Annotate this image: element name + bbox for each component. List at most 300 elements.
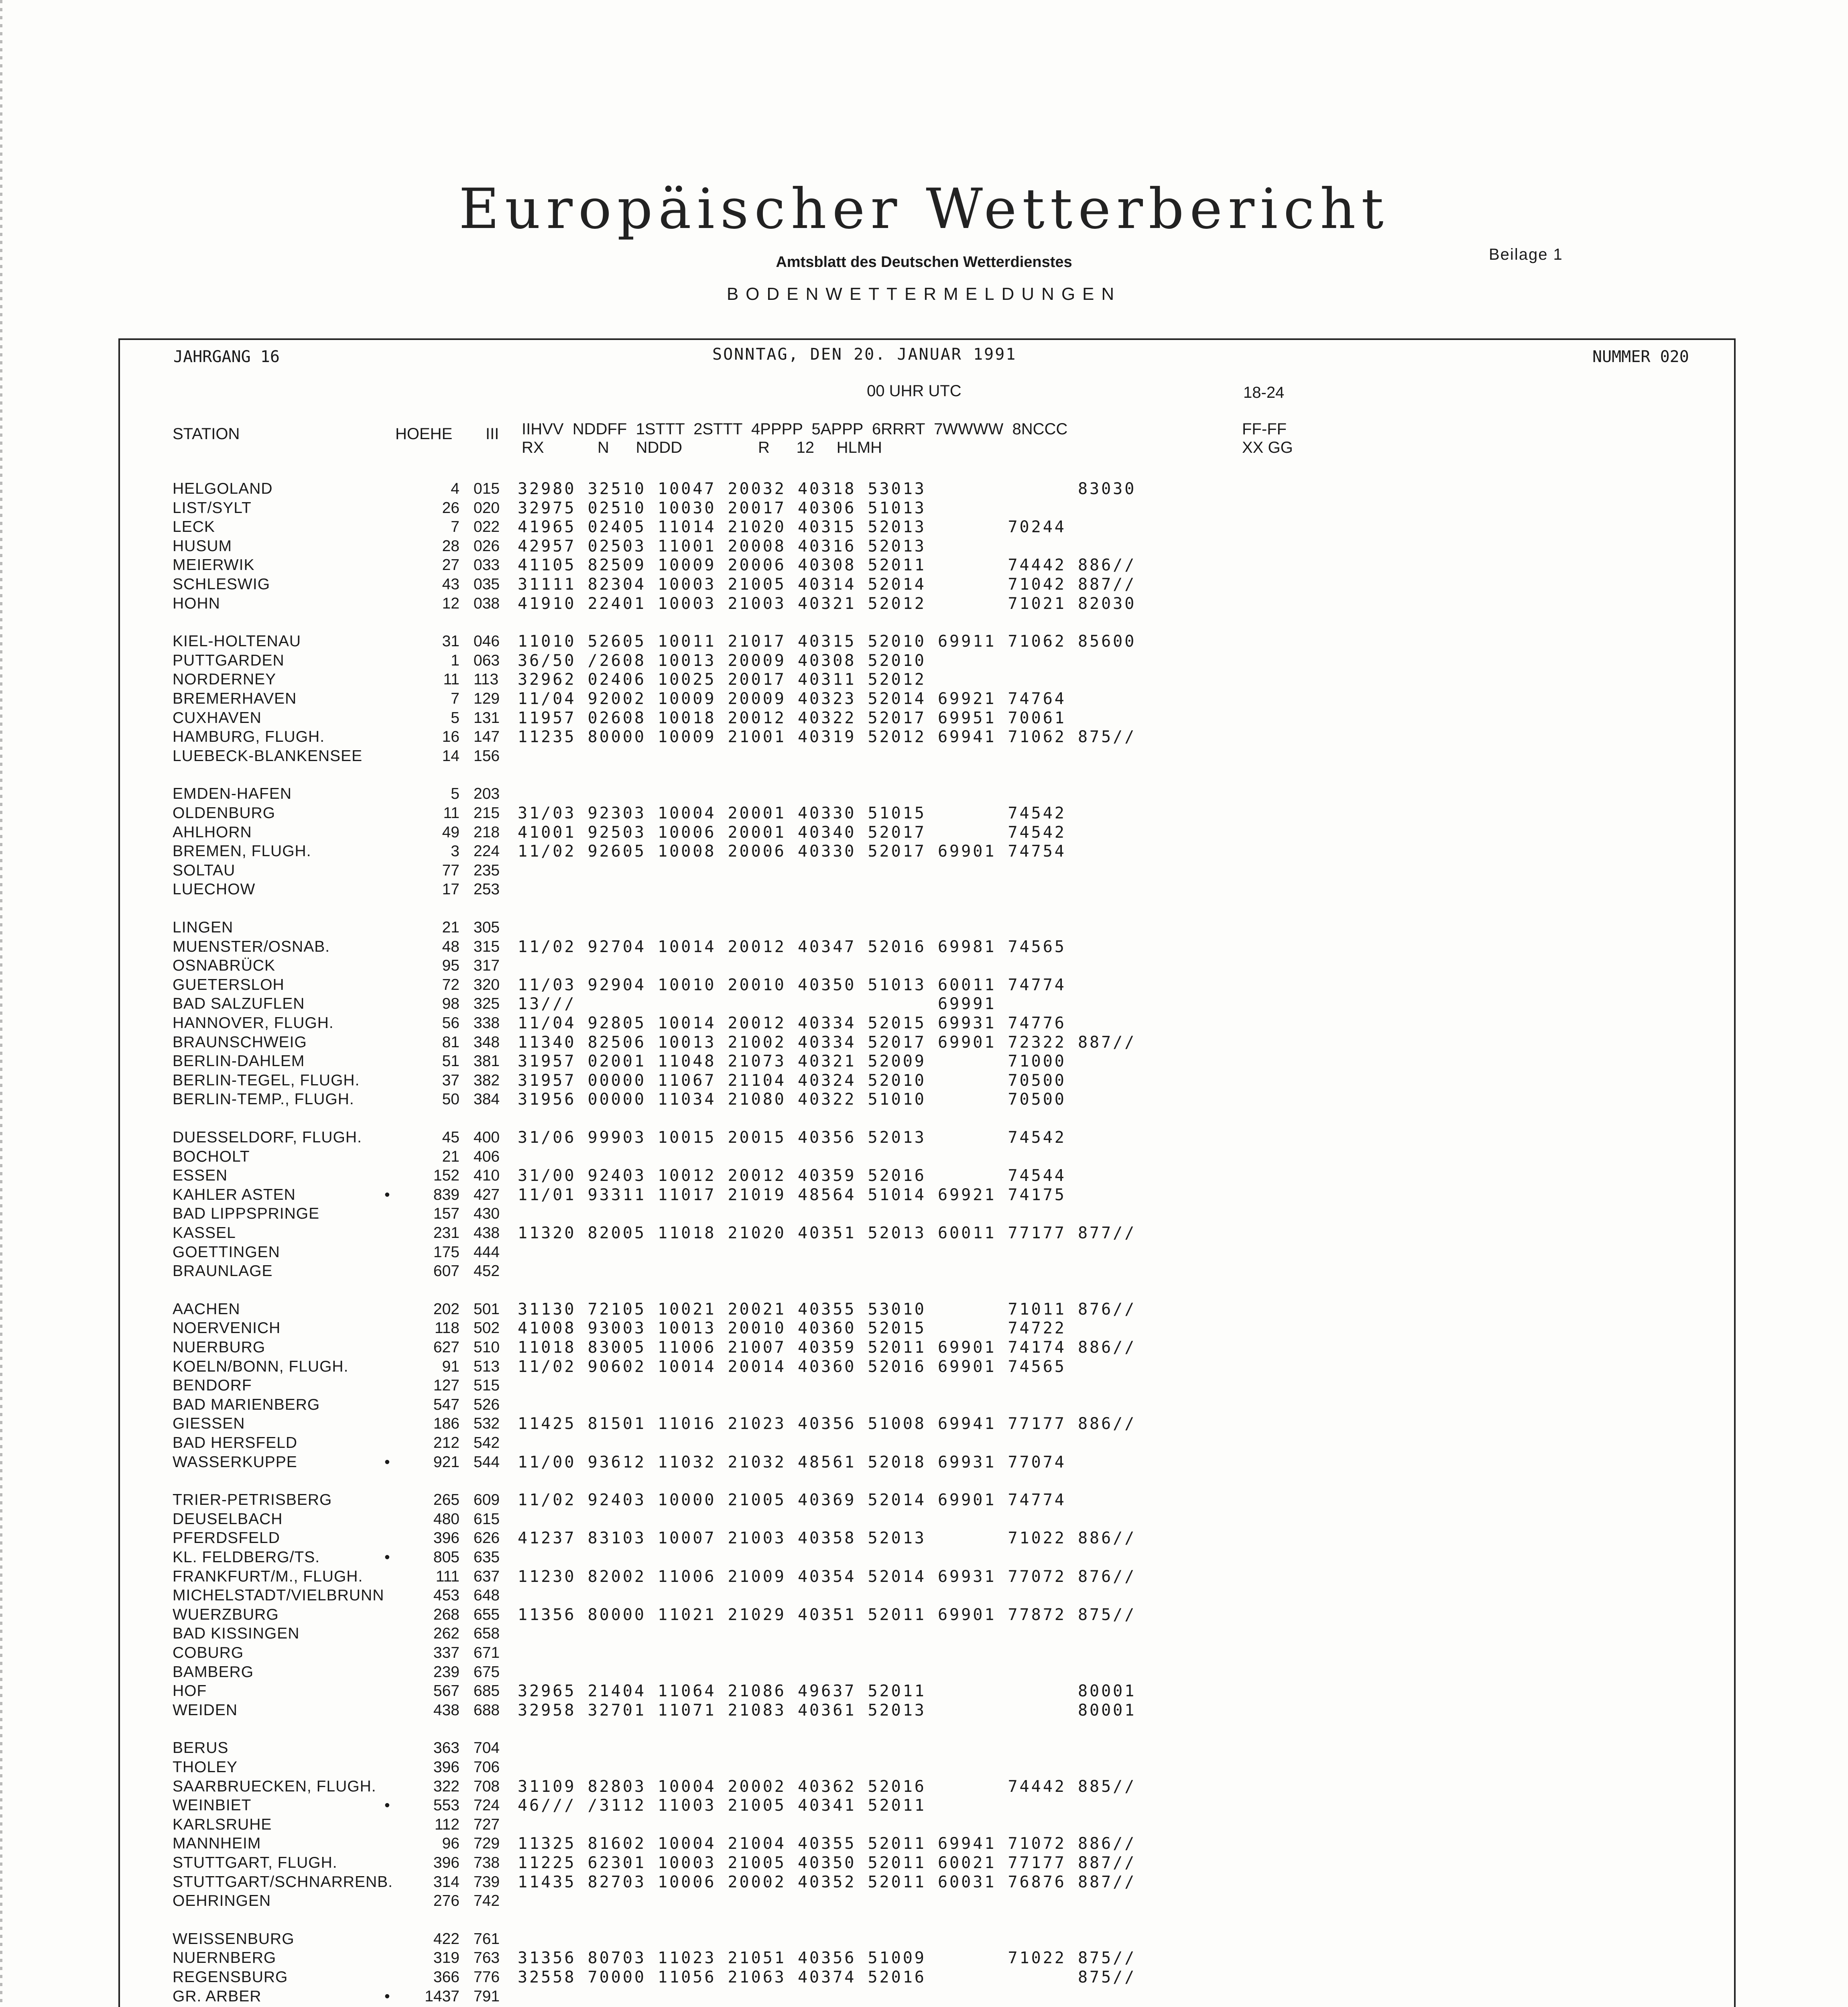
synop-codes: 32558 70000 11056 21063 40374 52016 875//: [518, 1968, 1136, 1987]
station-name: HANNOVER, FLUGH.: [173, 1014, 334, 1032]
station-elevation: 268: [433, 1606, 459, 1623]
synop-codes: 32962 02406 10025 20017 40311 52012: [518, 670, 926, 689]
report-date: SONNTAG, DEN 20. JANUAR 1991: [712, 345, 1017, 364]
table-row: [0, 727, 1848, 747]
synop-codes: 11/01 93311 11017 21019 48564 51014 69921 74175: [518, 1186, 1066, 1204]
station-name: BERLIN-TEMP., FLUGH.: [173, 1091, 354, 1108]
table-row: [0, 1090, 1848, 1109]
station-elevation: 37: [442, 1072, 459, 1089]
table-row: [0, 556, 1848, 575]
station-name: BAD LIPPSPRINGE: [173, 1205, 320, 1222]
synop-codes: 36/50 /2608 10013 20009 40308 52010: [518, 651, 926, 670]
station-name: GIESSEN: [173, 1415, 245, 1432]
station-name: BREMERHAVEN: [173, 690, 297, 707]
synop-codes: 31356 80703 11023 21051 40356 51009 71022 875//: [518, 1949, 1136, 1967]
station-id: 727: [474, 1816, 500, 1833]
table-row: [0, 1738, 1848, 1758]
station-elevation: 1437: [425, 1988, 459, 2005]
station-id: 532: [474, 1415, 500, 1432]
synop-codes: 31/00 92403 10012 20012 40359 52016 74544: [518, 1166, 1066, 1185]
station-id: 776: [474, 1968, 500, 1986]
table-row: [0, 1891, 1848, 1911]
table-row: [0, 1987, 1848, 2006]
table-row: [0, 1701, 1848, 1720]
table-row: [0, 575, 1848, 594]
station-elevation: 175: [433, 1244, 459, 1261]
column-header-wind: FF-FF: [1242, 420, 1287, 438]
table-row: [0, 1490, 1848, 1510]
station-elevation: 5: [451, 785, 459, 802]
table-row: [0, 1796, 1848, 1815]
synop-codes: 31130 72105 10021 20021 40355 53010 71011 876//: [518, 1300, 1136, 1319]
station-id: 515: [474, 1377, 500, 1394]
synop-codes: 31/03 92303 10004 20001 40330 51015 74542: [518, 804, 1066, 822]
station-elevation: 26: [442, 499, 459, 517]
station-elevation: 72: [442, 976, 459, 993]
station-id: 526: [474, 1396, 500, 1413]
table-row: [0, 1510, 1848, 1529]
station-elevation: 319: [433, 1949, 459, 1966]
station-name: GUETERSLOH: [173, 976, 285, 993]
station-name: OSNABRÜCK: [173, 957, 276, 974]
station-id: 724: [474, 1797, 500, 1814]
table-row: [0, 1834, 1848, 1853]
table-row: [0, 1643, 1848, 1663]
station-elevation: 7: [451, 690, 459, 707]
synop-codes: 11356 80000 11021 21029 40351 52011 69901 77872 875//: [518, 1606, 1136, 1624]
table-row: [0, 1243, 1848, 1262]
station-name: BAD SALZUFLEN: [173, 995, 305, 1012]
station-name: SOLTAU: [173, 862, 236, 879]
station-elevation: 265: [433, 1491, 459, 1508]
synop-codes: 32980 32510 10047 20032 40318 53013 83030: [518, 480, 1136, 498]
column-header-codes-sub: RX N NDDD R 12 HLMH: [522, 439, 882, 456]
table-row: [0, 1663, 1848, 1682]
station-name: OEHRINGEN: [173, 1892, 271, 1909]
station-name: KASSEL: [173, 1224, 236, 1242]
station-name: WEIDEN: [173, 1702, 238, 1719]
synop-codes: 41001 92503 10006 20001 40340 52017 74542: [518, 823, 1066, 842]
table-row: [0, 632, 1848, 651]
station-id: 671: [474, 1644, 500, 1661]
station-name: AACHEN: [173, 1301, 240, 1318]
synop-codes: 11/02 92704 10014 20012 40347 52016 69981 74565: [518, 938, 1066, 956]
station-elevation: 5: [451, 709, 459, 727]
station-elevation: 91: [442, 1358, 459, 1375]
station-elevation: 627: [433, 1339, 459, 1356]
station-id: 742: [474, 1892, 500, 1909]
station-elevation: 56: [442, 1014, 459, 1032]
table-row: [0, 1548, 1848, 1567]
station-elevation: 212: [433, 1434, 459, 1451]
station-elevation: 322: [433, 1778, 459, 1795]
table-row: [0, 1777, 1848, 1796]
station-id: 235: [474, 862, 500, 879]
table-row: [0, 804, 1848, 823]
synop-codes: 11957 02608 10018 20012 40322 52017 69951 70061: [518, 709, 1066, 727]
column-header-wind-sub: XX GG: [1242, 439, 1293, 456]
station-id: 688: [474, 1702, 500, 1719]
station-id: 685: [474, 1682, 500, 1700]
station-elevation: 805: [433, 1549, 459, 1566]
synop-codes: 32975 02510 10030 20017 40306 51013: [518, 499, 926, 517]
observation-time: 00 UHR UTC: [867, 382, 962, 400]
synop-codes: 41237 83103 10007 21003 40358 52013 71022 886//: [518, 1529, 1136, 1547]
station-name: ESSEN: [173, 1167, 228, 1184]
station-elevation: 7: [451, 518, 459, 535]
synop-codes: 11425 81501 11016 21023 40356 51008 69941 77177 886//: [518, 1415, 1136, 1433]
table-row: [0, 1185, 1848, 1205]
station-id: 038: [474, 595, 500, 612]
station-elevation: 48: [442, 938, 459, 955]
station-name: MANNHEIM: [173, 1835, 261, 1852]
table-row: [0, 1338, 1848, 1357]
station-id: 501: [474, 1301, 500, 1318]
station-name: EMDEN-HAFEN: [173, 785, 292, 802]
station-name: HUSUM: [173, 537, 232, 555]
station-elevation: 547: [433, 1396, 459, 1413]
synop-codes: 11435 82703 10006 20002 40352 52011 60031 76876 887//: [518, 1873, 1136, 1891]
synop-codes: 32958 32701 11071 21083 40361 52013 80001: [518, 1701, 1136, 1720]
station-name: TRIER-PETRISBERG: [173, 1491, 332, 1508]
station-name: BOCHOLT: [173, 1148, 250, 1165]
station-name: SAARBRUECKEN, FLUGH.: [173, 1778, 376, 1795]
mountain-station-marker: •: [384, 1797, 390, 1814]
station-elevation: 12: [442, 595, 459, 612]
station-id: 320: [474, 976, 500, 993]
mountain-station-marker: •: [384, 1453, 390, 1471]
document-title: Europäischer Wetterbericht: [459, 177, 1389, 241]
station-id: 410: [474, 1167, 500, 1184]
station-id: 615: [474, 1510, 500, 1528]
table-row: [0, 1223, 1848, 1243]
document-subtitle: Amtsblatt des Deutschen Wetterdienstes: [776, 254, 1072, 271]
station-name: BERLIN-TEGEL, FLUGH.: [173, 1072, 360, 1089]
station-name: KIEL-HOLTENAU: [173, 633, 301, 650]
station-id: 510: [474, 1339, 500, 1356]
station-id: 325: [474, 995, 500, 1012]
synop-codes: 32965 21404 11064 21086 49637 52011 80001: [518, 1682, 1136, 1700]
synop-codes: 11/04 92805 10014 20012 40334 52015 69931 74776: [518, 1014, 1066, 1032]
station-name: DEUSELBACH: [173, 1510, 283, 1528]
station-elevation: 51: [442, 1052, 459, 1070]
station-id: 156: [474, 747, 500, 765]
station-name: WASSERKUPPE: [173, 1453, 297, 1471]
station-id: 791: [474, 1988, 500, 2005]
station-elevation: 31: [442, 633, 459, 650]
station-name: HOHN: [173, 595, 220, 612]
table-row: [0, 499, 1848, 518]
station-name: PFERDSFELD: [173, 1529, 280, 1547]
station-name: GR. ARBER: [173, 1988, 262, 2005]
synop-codes: 11340 82506 10013 21002 40334 52017 69901 72322 887//: [518, 1033, 1136, 1052]
station-id: 026: [474, 537, 500, 555]
station-id: 427: [474, 1186, 500, 1203]
station-elevation: 11: [443, 671, 459, 688]
station-name: HOF: [173, 1682, 207, 1700]
station-id: 033: [474, 556, 500, 574]
station-elevation: 363: [433, 1739, 459, 1757]
synop-codes: 11/02 92403 10000 21005 40369 52014 69901 74774: [518, 1491, 1066, 1509]
table-row: [0, 937, 1848, 957]
station-id: 635: [474, 1549, 500, 1566]
station-elevation: 276: [433, 1892, 459, 1909]
station-elevation: 118: [434, 1319, 459, 1337]
synop-codes: 31111 82304 10003 21005 40314 52014 71042 887//: [518, 575, 1136, 594]
mountain-station-marker: •: [384, 1988, 390, 2005]
table-row: [0, 975, 1848, 995]
station-elevation: 43: [442, 576, 459, 593]
station-elevation: 152: [433, 1167, 459, 1184]
table-row: [0, 1968, 1848, 1987]
synop-codes: 11320 82005 11018 21020 40351 52013 60011 77177 877//: [518, 1224, 1136, 1242]
table-row: [0, 1147, 1848, 1166]
station-name: KAHLER ASTEN: [173, 1186, 296, 1203]
station-elevation: 3: [451, 843, 459, 860]
station-name: DUESSELDORF, FLUGH.: [173, 1129, 362, 1146]
station-elevation: 45: [442, 1129, 459, 1146]
table-row: [0, 1071, 1848, 1090]
station-name: BAD MARIENBERG: [173, 1396, 320, 1413]
issue-number: NUMMER 020: [1592, 348, 1689, 366]
synop-codes: 11/02 90602 10014 20014 40360 52016 69901 74565: [518, 1358, 1066, 1376]
station-name: OLDENBURG: [173, 804, 276, 822]
station-name: BERLIN-DAHLEM: [173, 1052, 305, 1070]
station-name: GOETTINGEN: [173, 1244, 280, 1261]
station-name: BAD HERSFELD: [173, 1434, 298, 1451]
station-name: MICHELSTADT/VIELBRUNN: [173, 1587, 384, 1604]
station-elevation: 28: [442, 537, 459, 555]
synop-codes: 11018 83005 11006 21007 40359 52011 69901 74174 886//: [518, 1338, 1136, 1357]
table-row: [0, 918, 1848, 937]
synop-codes: 11/03 92904 10010 20010 40350 51013 60011 74774: [518, 976, 1066, 994]
station-elevation: 50: [442, 1091, 459, 1108]
station-id: 400: [474, 1129, 500, 1146]
synop-codes: 13/// 69991: [518, 995, 996, 1013]
station-id: 215: [474, 804, 500, 822]
table-row: [0, 823, 1848, 842]
synop-codes: 11/00 93612 11032 21032 48561 52018 69931 77074: [518, 1453, 1066, 1472]
station-elevation: 921: [433, 1453, 459, 1471]
station-name: LIST/SYLT: [173, 499, 252, 517]
station-elevation: 17: [442, 881, 459, 898]
station-elevation: 49: [442, 824, 459, 841]
station-id: 626: [474, 1529, 500, 1547]
table-row: [0, 994, 1848, 1014]
station-id: 035: [474, 576, 500, 593]
station-name: BAMBERG: [173, 1663, 254, 1681]
station-elevation: 239: [433, 1663, 459, 1681]
station-elevation: 396: [433, 1854, 459, 1871]
station-name: AHLHORN: [173, 824, 252, 841]
station-elevation: 262: [433, 1625, 459, 1642]
table-row: [0, 1586, 1848, 1605]
station-name: MUENSTER/OSNAB.: [173, 938, 330, 955]
station-id: 046: [474, 633, 500, 650]
station-elevation: 202: [433, 1301, 459, 1318]
station-name: PUTTGARDEN: [173, 652, 285, 669]
station-name: BAD KISSINGEN: [173, 1625, 300, 1642]
table-row: [0, 1815, 1848, 1834]
station-name: STUTTGART, FLUGH.: [173, 1854, 337, 1871]
station-elevation: 21: [442, 1148, 459, 1165]
synop-codes: 11325 81602 10004 21004 40355 52011 69941 71072 886//: [518, 1834, 1136, 1853]
station-name: COBURG: [173, 1644, 244, 1661]
station-name: REGENSBURG: [173, 1968, 288, 1986]
station-name: KOELN/BONN, FLUGH.: [173, 1358, 349, 1375]
station-elevation: 127: [433, 1377, 459, 1394]
synop-codes: 46/// /3112 11003 21005 40341 52011: [518, 1796, 926, 1815]
synop-codes: 11010 52605 10011 21017 40315 52010 69911 71062 85600: [518, 632, 1136, 651]
station-id: 430: [474, 1205, 500, 1222]
station-id: 224: [474, 843, 500, 860]
station-elevation: 231: [433, 1224, 459, 1242]
station-name: STUTTGART/SCHNARRENB.: [173, 1873, 393, 1891]
station-elevation: 157: [433, 1205, 459, 1222]
table-row: [0, 1052, 1848, 1071]
table-row: [0, 880, 1848, 899]
table-row: [0, 1624, 1848, 1643]
station-id: 706: [474, 1759, 500, 1776]
station-id: 253: [474, 881, 500, 898]
station-name: NOERVENICH: [173, 1319, 281, 1337]
station-id: 381: [474, 1052, 500, 1070]
synop-codes: 41008 93003 10013 20010 40360 52015 74722: [518, 1319, 1066, 1337]
station-name: WUERZBURG: [173, 1606, 279, 1623]
table-row: [0, 1128, 1848, 1147]
station-name: FRANKFURT/M., FLUGH.: [173, 1568, 363, 1585]
station-id: 203: [474, 785, 500, 802]
station-id: 452: [474, 1262, 500, 1280]
station-elevation: 27: [442, 556, 459, 574]
column-header-codes: IIHVV NDDFF 1STTT 2STTT 4PPPP 5APPP 6RRRT 7WWWW 8NCCC: [522, 420, 1068, 438]
station-elevation: 422: [433, 1930, 459, 1948]
table-row: [0, 1166, 1848, 1185]
synop-codes: 41965 02405 11014 21020 40315 52013 70244: [518, 518, 1066, 536]
station-id: 542: [474, 1434, 500, 1451]
station-name: NORDERNEY: [173, 671, 276, 688]
station-id: 113: [474, 671, 499, 688]
station-name: BRAUNSCHWEIG: [173, 1034, 307, 1051]
table-row: [0, 1300, 1848, 1319]
table-row: [0, 1758, 1848, 1777]
station-name: WEINBIET: [173, 1797, 252, 1814]
station-name: KL. FELDBERG/TS.: [173, 1549, 320, 1566]
table-row: [0, 1262, 1848, 1281]
station-id: 648: [474, 1587, 500, 1604]
table-row: [0, 1395, 1848, 1415]
station-id: 739: [474, 1873, 500, 1891]
column-header-hoehe: HOEHE: [395, 425, 453, 443]
table-row: [0, 517, 1848, 537]
station-id: 384: [474, 1091, 500, 1108]
station-name: WEISSENBURG: [173, 1930, 295, 1948]
station-elevation: 16: [442, 728, 459, 745]
table-row: [0, 1319, 1848, 1338]
table-row: [0, 1930, 1848, 1949]
synop-codes: 11/02 92605 10008 20006 40330 52017 69901 74754: [518, 842, 1066, 861]
station-elevation: 21: [442, 919, 459, 936]
station-id: 708: [474, 1778, 500, 1795]
table-row: [0, 1376, 1848, 1395]
station-elevation: 366: [433, 1968, 459, 1986]
station-name: SCHLESWIG: [173, 576, 270, 593]
table-row: [0, 1014, 1848, 1033]
column-header-iii: III: [486, 425, 499, 443]
table-row: [0, 1529, 1848, 1548]
column-header-station: STATION: [173, 425, 240, 443]
synop-codes: 31956 00000 11034 21080 40322 51010 70500: [518, 1090, 1066, 1109]
synop-codes: 11225 62301 10003 21005 40350 52011 60021 77177 887//: [518, 1854, 1136, 1872]
station-name: BERUS: [173, 1739, 229, 1757]
table-row: [0, 1948, 1848, 1968]
station-elevation: 111: [435, 1568, 459, 1585]
table-row: [0, 1033, 1848, 1052]
table-row: [0, 1853, 1848, 1873]
table-row: [0, 651, 1848, 670]
table-row: [0, 1605, 1848, 1624]
station-id: 761: [474, 1930, 500, 1948]
synop-codes: 42957 02503 11001 20008 40316 52013: [518, 537, 926, 556]
station-name: LECK: [173, 518, 215, 535]
station-elevation: 553: [433, 1797, 459, 1814]
table-row: [0, 537, 1848, 556]
station-elevation: 314: [433, 1873, 459, 1891]
station-name: THOLEY: [173, 1759, 238, 1776]
station-id: 502: [474, 1319, 500, 1337]
table-row: [0, 1567, 1848, 1586]
synop-codes: 31/06 99903 10015 20015 40356 52013 74542: [518, 1128, 1066, 1147]
mountain-station-marker: •: [384, 1549, 390, 1566]
synop-codes: 31957 00000 11067 21104 40324 52010 70500: [518, 1071, 1066, 1090]
station-name: NUERBURG: [173, 1339, 266, 1356]
table-row: [0, 1357, 1848, 1376]
station-id: 020: [474, 499, 500, 517]
table-row: [0, 1204, 1848, 1223]
synop-codes: 41105 82509 10009 20006 40308 52011 74442 886//: [518, 556, 1136, 574]
station-id: 655: [474, 1606, 500, 1623]
station-id: 382: [474, 1072, 500, 1089]
station-elevation: 438: [433, 1702, 459, 1719]
station-elevation: 77: [442, 862, 459, 879]
station-elevation: 98: [442, 995, 459, 1012]
station-name: HELGOLAND: [173, 480, 273, 497]
station-elevation: 96: [442, 1835, 459, 1852]
station-elevation: 112: [434, 1816, 459, 1833]
station-id: 704: [474, 1739, 500, 1757]
volume-label: JAHRGANG 16: [173, 348, 280, 366]
station-id: 338: [474, 1014, 500, 1032]
station-id: 406: [474, 1148, 500, 1165]
station-id: 738: [474, 1854, 500, 1871]
table-row: [0, 670, 1848, 689]
table-row: [0, 1681, 1848, 1701]
table-row: [0, 861, 1848, 880]
station-name: CUXHAVEN: [173, 709, 262, 727]
station-elevation: 453: [433, 1587, 459, 1604]
station-name: KARLSRUHE: [173, 1816, 272, 1833]
station-elevation: 396: [433, 1529, 459, 1547]
station-elevation: 95: [442, 957, 459, 974]
station-id: 131: [474, 709, 500, 727]
station-id: 315: [474, 938, 500, 955]
station-name: BENDORF: [173, 1377, 252, 1394]
table-row: [0, 594, 1848, 613]
table-row: [0, 479, 1848, 499]
station-name: BREMEN, FLUGH.: [173, 843, 311, 860]
table-row: [0, 1414, 1848, 1433]
table-row: [0, 1873, 1848, 1892]
